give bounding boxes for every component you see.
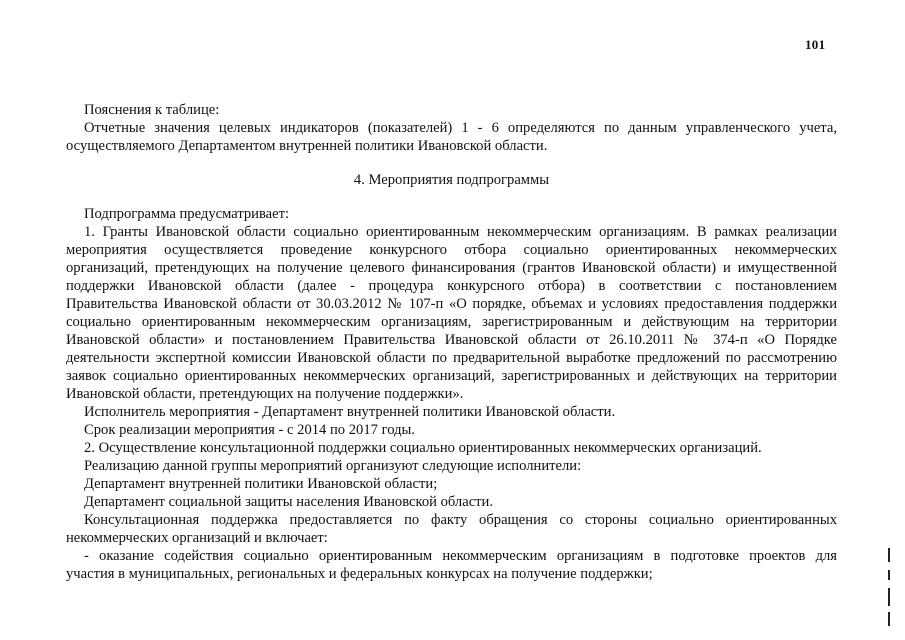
term-1: Срок реализации мероприятия - с 2014 по 2017 годы. (84, 422, 415, 438)
item1-line-5: Правительства Ивановской области от 30.03.2012 № 107-п «О порядке, объемах и условиях предоставления поддержки (66, 296, 837, 312)
bullet-line-2: участия в муниципальных, региональных и федеральных конкурсах на получение поддержки; (66, 566, 653, 582)
item1-line-9: заявок социально ориентированных некоммерческих организаций, зарегистрированных и действующих на территории (66, 368, 837, 384)
section-title: 4. Мероприятия подпрограммы (353, 172, 550, 188)
item1-line-8: деятельности экспертной комиссии Ивановской области по предварительной выработке предложений по рассмотрению (66, 350, 837, 366)
scan-mark (888, 548, 890, 562)
body-intro: Подпрограмма предусматривает: (84, 206, 290, 222)
notes-line-1: Отчетные значения целевых индикаторов (показателей) 1 - 6 определяются по данным управленческого учета, (84, 120, 837, 136)
executor-b: Департамент социальной защиты населения Ивановской области. (84, 494, 494, 510)
scan-edge-marks (888, 548, 894, 628)
item1-line-7: Ивановской области» и постановлением Правительства Ивановской области от 26.10.2011 № 374-п «О Порядке (66, 332, 837, 348)
executor-a: Департамент внутренней политики Ивановской области; (84, 476, 438, 492)
item1-line-6: социально ориентированным некоммерческим организациям, зарегистрированным и действующим на территории (66, 314, 837, 330)
notes-heading: Пояснения к таблице: (84, 102, 220, 118)
executor-1: Исполнитель мероприятия - Департамент внутренней политики Ивановской области. (84, 404, 616, 420)
bullet-line-1: - оказание содействия социально ориентированным некоммерческим организациям в подготовке проектов для (84, 548, 837, 564)
item1-line-1: 1. Гранты Ивановской области социально ориентированным некоммерческим организациям. В рамках реализации (84, 224, 837, 240)
item1-line-10: Ивановской области, претендующих на получение поддержки». (66, 386, 464, 402)
scan-mark (888, 570, 890, 580)
consult-line-2: некоммерческих организаций и включает: (66, 530, 328, 546)
consult-line-1: Консультационная поддержка предоставляется по факту обращения со стороны социально ориентированных (84, 512, 837, 528)
page-number: 101 (805, 37, 826, 52)
scan-mark (888, 588, 890, 606)
item2-heading: 2. Осуществление консультационной поддержки социально ориентированных некоммерческих организаций. (84, 440, 762, 456)
item1-line-2: мероприятия осуществляется проведение конкурсного отбора социально ориентированных некоммерческих (66, 242, 837, 258)
item1-line-4: поддержки Ивановской области (далее - процедура конкурсного отбора) в соответствии с постановлением (66, 278, 837, 294)
notes-line-2: осуществляемого Департаментом внутренней политики Ивановской области. (66, 138, 548, 154)
scan-mark (888, 612, 890, 626)
executors-intro: Реализацию данной группы мероприятий организуют следующие исполнители: (84, 458, 582, 474)
item1-line-3: организаций, претендующих на получение целевого финансирования (грантов Ивановской области) и имущественной (66, 260, 837, 276)
